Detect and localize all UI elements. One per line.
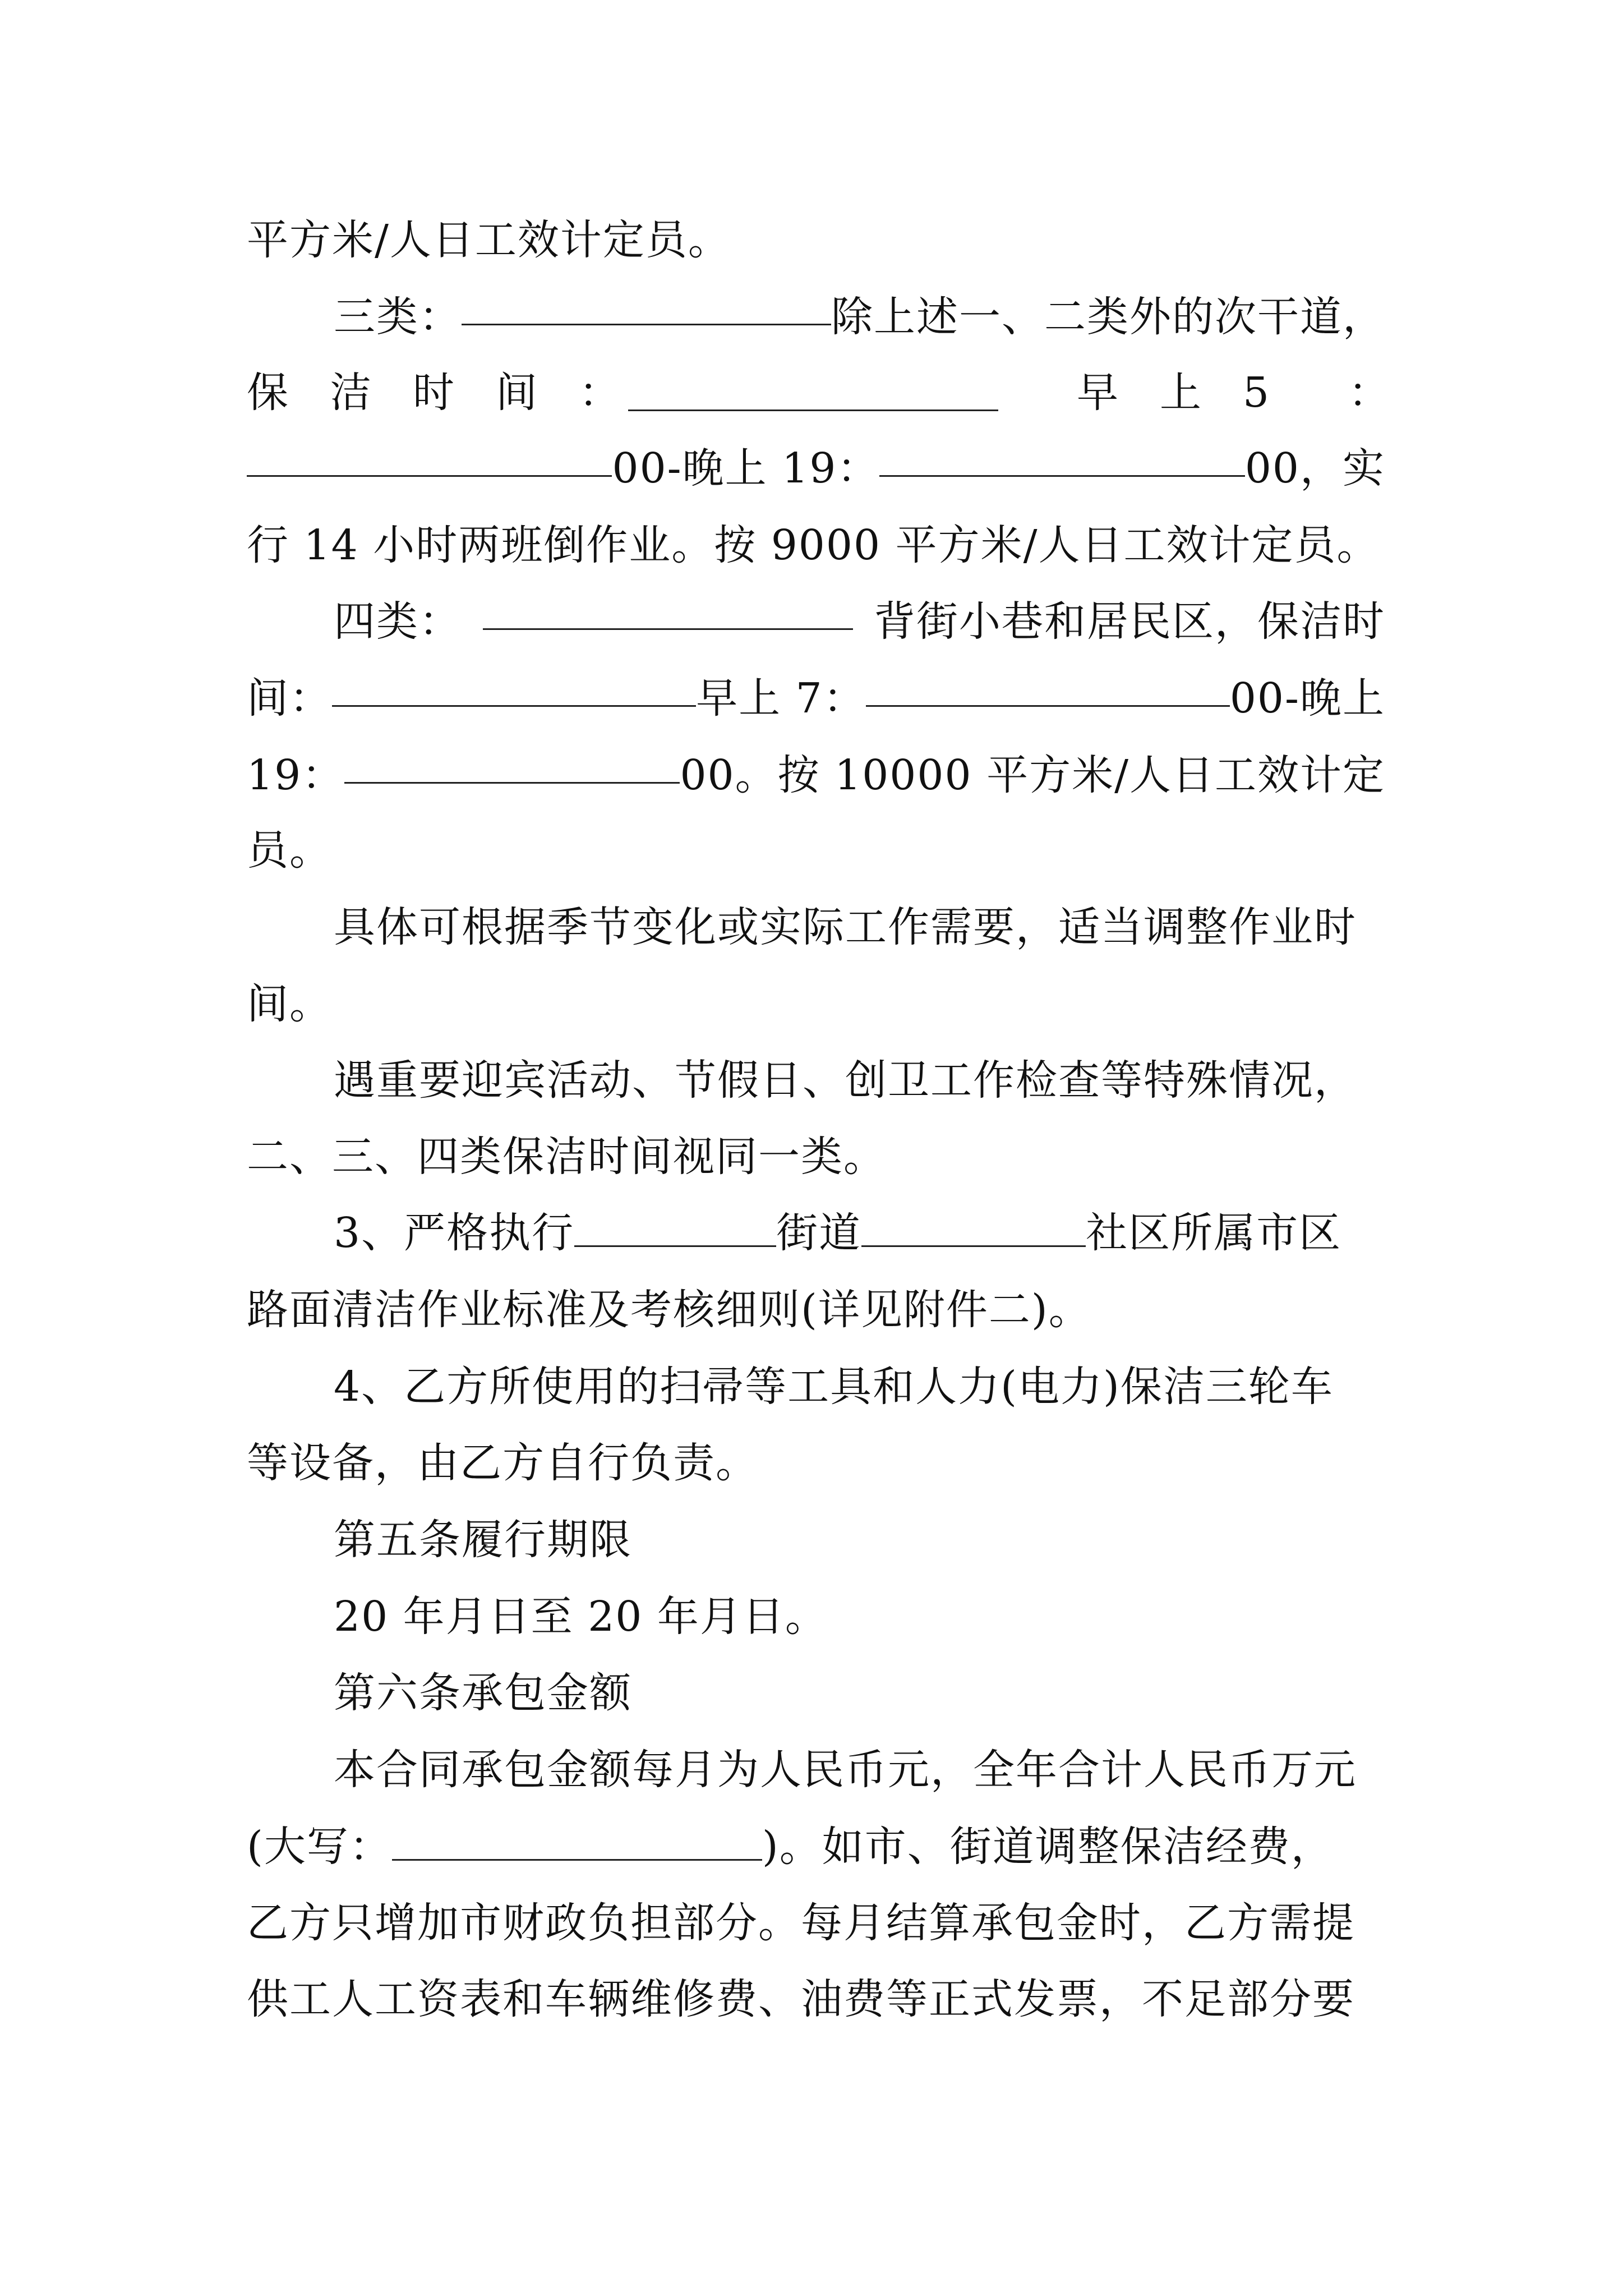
text-line: 具体可根据季节变化或实际工作需要，适当调整作业时: [334, 903, 1357, 951]
text-line: 4、乙方所使用的扫帚等工具和人力(电力)保洁三轮车: [334, 1363, 1334, 1411]
text-char: 5: [1243, 369, 1271, 417]
text-segment: 早上 7：: [696, 674, 866, 723]
text-char: 早: [1077, 369, 1119, 417]
text-line: 乙方只增加市财政负担部分。每月结算承包金时，乙方需提: [247, 1899, 1355, 1947]
text-segment: 街道: [776, 1209, 862, 1257]
text-segment: 19：: [247, 751, 345, 799]
text-line: [247, 440, 1385, 496]
text-line: [334, 289, 1385, 345]
text-line: 供工人工资表和车辆维修费、油费等正式发票，不足部分要: [247, 1975, 1355, 2023]
text-char: 洁: [330, 369, 372, 417]
text-segment: 00，实: [1244, 444, 1385, 493]
text-line: [247, 1819, 1385, 1875]
fill-blank: [344, 747, 680, 784]
text-line: 路面清洁作业标准及考核细则(详见附件二)。: [247, 1286, 1091, 1334]
fill-blank: [247, 440, 612, 477]
text-line: 遇重要迎宾活动、节假日、创卫工作检查等特殊情况，: [334, 1056, 1357, 1105]
fill-blank: [574, 1211, 776, 1247]
text-line: 等设备，由乙方自行负责。: [247, 1439, 758, 1487]
fill-blank: [462, 289, 831, 325]
text-line: [247, 747, 1385, 803]
text-line: [334, 593, 1385, 650]
text-segment: 背街小巷和居民区，保洁时: [874, 597, 1385, 646]
text-line: [247, 365, 1391, 421]
text-line: 员。: [247, 826, 332, 875]
section-heading: 第五条履行期限: [334, 1516, 632, 1564]
text-segment: 间：: [247, 674, 332, 723]
text-segment: 00。按 10000 平方米/人日工效计定: [680, 751, 1385, 799]
text-line: 间。: [247, 980, 332, 1028]
text-line: 平方米/人日工效计定员。: [247, 216, 731, 264]
text-segment: 00-晚上: [1229, 674, 1385, 723]
text-segment: (大写：: [247, 1823, 392, 1871]
text-char: ：: [1348, 369, 1391, 417]
text-segment: 除上述一、二类外的次干道，: [831, 293, 1385, 341]
text-char: 时: [413, 369, 455, 417]
section-heading: 第六条承包金额: [334, 1669, 632, 1717]
fill-blank: [392, 1824, 762, 1861]
fill-blank: [866, 670, 1230, 707]
text-char: 上: [1160, 369, 1202, 417]
text-char: 保: [247, 369, 289, 417]
text-line: 二、三、四类保洁时间视同一类。: [247, 1133, 886, 1181]
category-label: 三类：: [334, 293, 462, 341]
text-line: 本合同承包金额每月为人民币元，全年合计人民币万元: [334, 1746, 1357, 1794]
text-segment: 社区所属市区: [1086, 1209, 1342, 1257]
fill-blank: [879, 440, 1244, 477]
text-line: 20 年月日至 20 年月日。: [334, 1593, 828, 1641]
fill-blank: [483, 593, 853, 630]
text-char: ：: [579, 369, 621, 417]
category-label: 四类：: [334, 597, 462, 646]
text-segment: )。如市、街道调整保洁经费，: [762, 1823, 1334, 1871]
text-segment: 00-晚上 19：: [612, 444, 880, 493]
text-line: 行 14 小时两班倒作业。按 9000 平方米/人日工效计定员。: [247, 521, 1380, 569]
text-line: [334, 1205, 1385, 1261]
text-line: [247, 670, 1385, 726]
fill-blank: [332, 670, 696, 707]
fill-blank: [628, 375, 998, 411]
text-char: 间: [496, 369, 538, 417]
fill-blank: [861, 1211, 1086, 1247]
text-segment: 3、严格执行: [334, 1209, 575, 1257]
